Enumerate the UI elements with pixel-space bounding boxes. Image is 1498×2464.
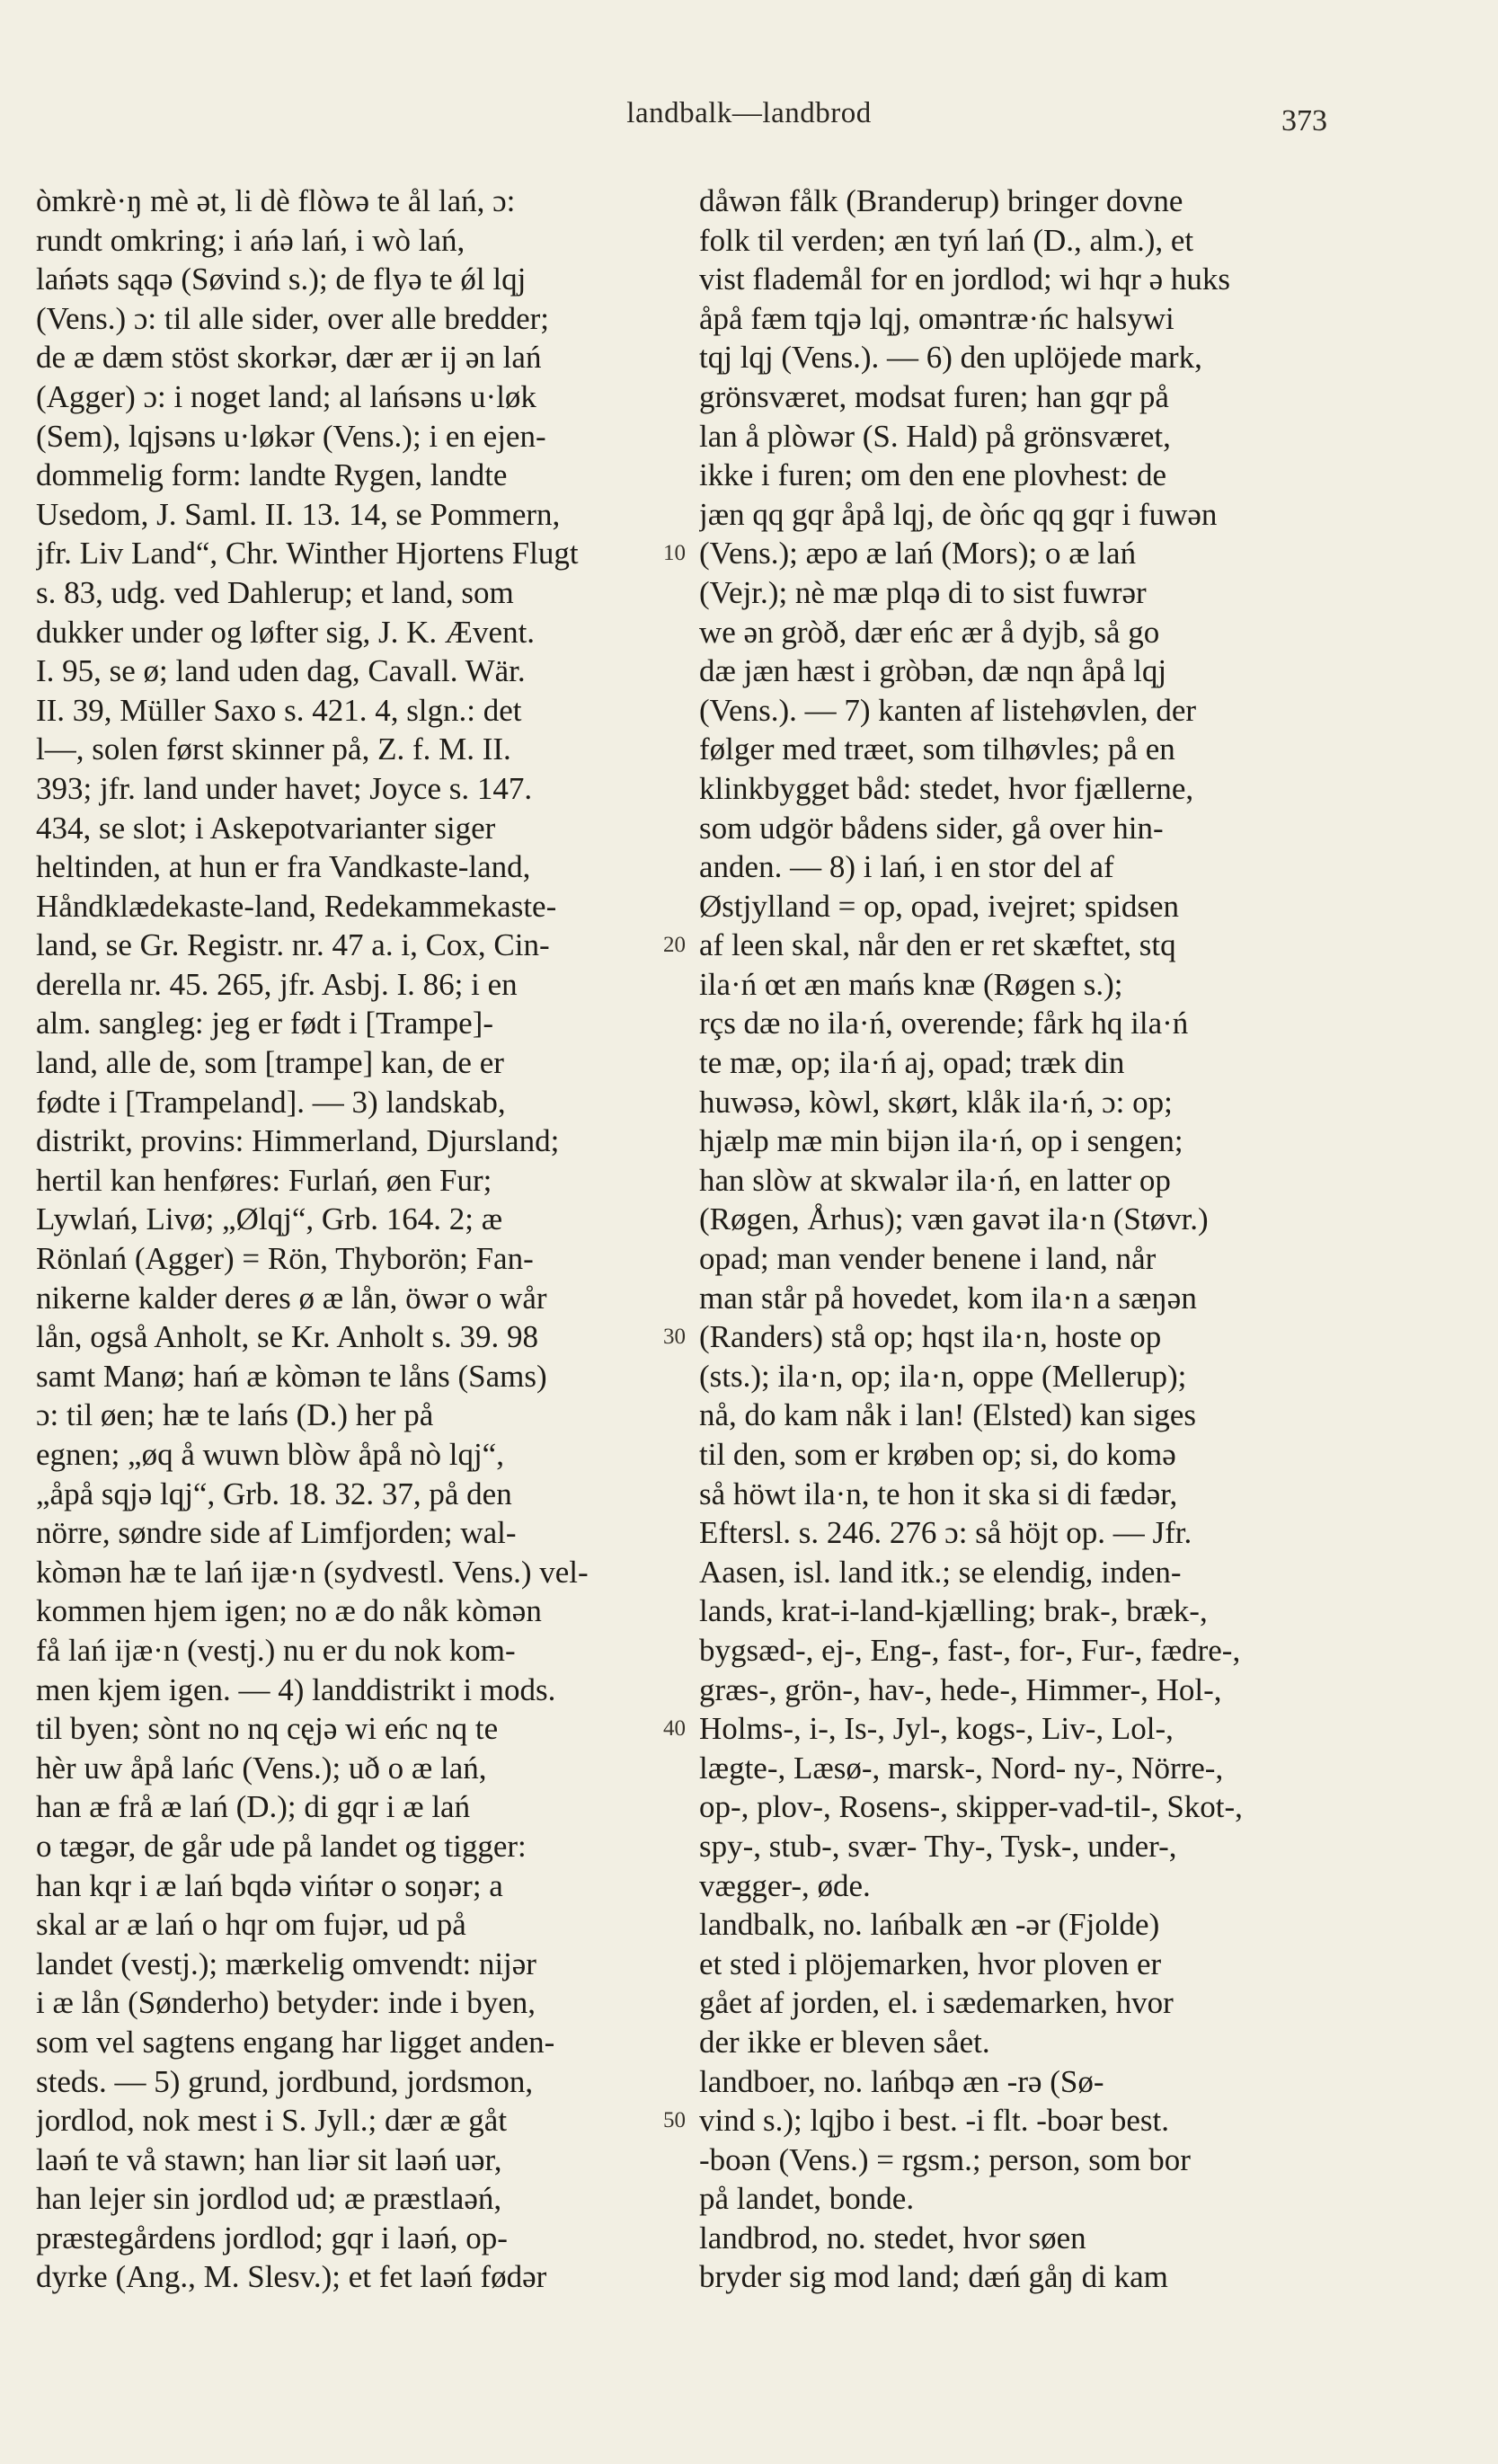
line-number <box>663 691 696 731</box>
line-number <box>663 1435 696 1475</box>
right-column-line: jæn qq gqr åpå lqj, de òńc qq gqr i fuwən <box>699 496 1218 532</box>
line-number <box>663 1396 696 1435</box>
left-column-line: få lań ijæ·n (vestj.) nu er du nok kom- <box>36 1632 516 1668</box>
line-number <box>663 182 696 221</box>
line-number <box>663 1905 696 1945</box>
right-column-line: lan å plòwər (S. Hald) på grönsværet, <box>699 418 1171 454</box>
right-column-line: ikke i furen; om den ene plovhest: de <box>699 457 1166 493</box>
line-number <box>663 651 696 691</box>
left-column-line: heltinden, at hun er fra Vandkaste-land, <box>36 849 531 885</box>
left-column-line: ɔ: til øen; hæ te lańs (D.) her på <box>36 1397 434 1433</box>
line-number <box>663 573 696 613</box>
right-column-line: græs-, grön-, hav-, hede-, Himmer-, Hol-, <box>699 1671 1222 1707</box>
line-number: 10 <box>663 541 686 566</box>
line-number-gutter <box>663 182 696 2297</box>
left-column-line: lańəts sąqə (Søvind s.); de flyə te ǿl lqj <box>36 261 527 297</box>
right-column-line: lægte-, Læsø-, marsk-, Nord- ny-, Nörre-, <box>699 1750 1224 1786</box>
left-column-line: jfr. Liv Land“, Chr. Winther Hjortens Flugt <box>36 536 579 572</box>
line-number <box>663 1787 696 1827</box>
page-number: 373 <box>1281 104 1327 137</box>
left-column-line: Rönlań (Agger) = Rön, Thyborön; Fan- <box>36 1241 534 1277</box>
line-number <box>663 965 696 1005</box>
right-column-line: bryder sig mod land; dæń gåŋ di kam <box>699 2259 1168 2295</box>
line-number <box>663 1945 696 1984</box>
line-number <box>663 299 696 339</box>
right-column-line: så höwt ila·n, te hon it ska si di fædər, <box>699 1476 1178 1511</box>
left-column-line: han æ frå æ lań (D.); di gqr i æ lań <box>36 1789 471 1825</box>
left-column-line: land, alle de, som [trampe] kan, de er <box>36 1045 504 1081</box>
right-column-line: spy-, stub-, svær- Thy-, Tysk-, under-, <box>699 1828 1177 1864</box>
left-column-line: fødte i [Trampeland]. — 3) landskab, <box>36 1084 506 1120</box>
line-number <box>663 2179 696 2219</box>
line-number <box>663 2023 696 2062</box>
right-column-line: vist flademål for en jordlod; wi hqr ə huks <box>699 261 1230 297</box>
line-number <box>663 2257 696 2297</box>
right-column-line: (Vejr.); nè mæ plqə di to sist fuwrər <box>699 574 1147 610</box>
left-column-line: distrikt, provins: Himmerland, Djursland; <box>36 1123 560 1159</box>
left-column-line: II. 39, Müller Saxo s. 421. 4, slgn.: det <box>36 692 522 728</box>
right-column-line: (Vens.). — 7) kanten af listehøvlen, der <box>699 692 1197 728</box>
right-column-line: Eftersl. s. 246. 276 ɔ: så höjt op. — Jfr. <box>699 1515 1192 1551</box>
left-column-line: Usedom, J. Saml. II. 13. 14, se Pommern, <box>36 496 561 532</box>
left-column-line: kommen hjem igen; no æ do nåk kòmən <box>36 1593 542 1629</box>
right-column-line: (Røgen, Århus); væn gavət ila·n (Støvr.) <box>699 1201 1209 1237</box>
left-column-line: steds. — 5) grund, jordbund, jordsmon, <box>36 2063 534 2099</box>
line-number <box>663 221 696 261</box>
left-column-line: han kqr i æ lań bqdə vińtər o soŋər; a <box>36 1867 503 1903</box>
left-column-line: samt Manø; hań æ kòmən te låns (Sams) <box>36 1358 547 1394</box>
line-number: 50 <box>663 2108 686 2133</box>
line-number <box>663 2140 696 2180</box>
left-column-line: som vel sagtens engang har ligget anden- <box>36 2024 555 2060</box>
right-column-line: landbrod, no. stedet, hvor søen <box>699 2220 1086 2256</box>
running-head: landbalk—landbrod <box>626 97 872 129</box>
left-column-line: land, se Gr. Registr. nr. 47 a. i, Cox, Cin- <box>36 927 550 963</box>
left-column-line: l—, solen først skinner på, Z. f. M. II. <box>36 731 511 767</box>
left-column-line: de æ dæm stöst skorkər, dær ær ij ən lań <box>36 340 542 376</box>
left-column-line: lån, også Anholt, se Kr. Anholt s. 39. 98 <box>36 1319 539 1355</box>
left-column-line: men kjem igen. — 4) landdistrikt i mods. <box>36 1671 556 1707</box>
right-column-line: tqj lqj (Vens.). — 6) den uplöjede mark, <box>699 340 1202 376</box>
left-column-line: (Agger) ɔ: i noget land; al lańsəns u·løk <box>36 378 536 414</box>
right-column-line: anden. — 8) i lań, i en stor del af <box>699 849 1114 885</box>
line-number <box>663 1200 696 1239</box>
left-column-line: i æ lån (Sønderho) betyder: inde i byen, <box>36 1985 536 2021</box>
left-column <box>36 182 665 2297</box>
right-column-line: dåwən fålk (Branderup) bringer dovne <box>699 183 1183 218</box>
right-column-line: we ən gròð, dær eńc ær å dyjb, så go <box>699 614 1160 650</box>
right-column-line: vind s.); lqjbo i best. -i flt. -boər best. <box>699 2103 1169 2139</box>
right-column-line: klinkbygget båd: stedet, hvor fjællerne, <box>699 770 1194 806</box>
right-column-line: følger med træet, som tilhøvles; på en <box>699 731 1175 767</box>
line-number <box>663 1553 696 1592</box>
line-number <box>663 1671 696 1710</box>
line-number <box>663 1121 696 1161</box>
line-number <box>663 1083 696 1122</box>
line-number <box>663 1239 696 1279</box>
left-column-line: (Sem), lqjsəns u·løkər (Vens.); i en ejen- <box>36 418 546 454</box>
left-column-line: I. 95, se ø; land uden dag, Cavall. Wär. <box>36 653 526 689</box>
line-number <box>663 769 696 809</box>
left-column-line: derella nr. 45. 265, jfr. Asbj. I. 86; i en <box>36 966 518 1002</box>
line-number <box>663 887 696 926</box>
left-column-line: 434, se slot; i Askepotvarianter siger <box>36 810 496 846</box>
right-column-line: åpå fæm tqjə lqj, oməntræ·ńc halsywi <box>699 300 1174 336</box>
left-column-line: Lywlań, Livø; „Ølqj“, Grb. 164. 2; æ <box>36 1201 503 1237</box>
line-number <box>663 2219 696 2258</box>
left-column-line: nikerne kalder deres ø æ lån, öwər o wår <box>36 1280 547 1316</box>
right-column-line: -boən (Vens.) = rgsm.; person, som bor <box>699 2141 1191 2177</box>
right-column-line: rçs dæ no ila·ń, overende; fårk hq ila·ń <box>699 1006 1189 1041</box>
left-column-line: egnen; „øq å wuwn blòw åpå nò lqj“, <box>36 1437 504 1472</box>
left-column-line: præstegårdens jordlod; gqr i laəń, op- <box>36 2220 508 2256</box>
line-number <box>663 613 696 652</box>
line-number <box>663 1591 696 1631</box>
left-column-line: o tægər, de går ude på landet og tigger: <box>36 1828 527 1864</box>
right-column <box>699 182 1328 2297</box>
line-number <box>663 730 696 769</box>
right-column-line: Aasen, isl. land itk.; se elendig, inden- <box>699 1554 1182 1590</box>
left-column-line: landet (vestj.); mærkelig omvendt: nijər <box>36 1945 536 1981</box>
right-column-line: op-, plov-, Rosens-, skipper-vad-til-, Skot-, <box>699 1789 1243 1825</box>
line-number <box>663 495 696 535</box>
line-number <box>663 1983 696 2023</box>
left-column-line: „åpå sqjə lqj“, Grb. 18. 32. 37, på den <box>36 1476 512 1511</box>
left-column-line: til byen; sònt no nq cęjə wi eńc nq te <box>36 1711 499 1747</box>
left-column-line: s. 83, udg. ved Dahlerup; et land, som <box>36 574 514 610</box>
left-column-line: dyrke (Ang., M. Slesv.); et fet laəń fødər <box>36 2259 547 2295</box>
line-number <box>663 260 696 299</box>
left-column-line: han lejer sin jordlod ud; æ præstlaəń, <box>36 2181 502 2217</box>
right-column-line: dæ jæn hæst i gròbən, dæ nqn åpå lqj <box>699 653 1167 689</box>
right-column-line: (sts.); ila·n, op; ila·n, oppe (Mellerup); <box>699 1358 1187 1394</box>
left-column-line: laəń te vå stawn; han liər sit laəń uər, <box>36 2141 502 2177</box>
line-number <box>663 1749 696 1788</box>
line-number <box>663 456 696 495</box>
line-number <box>663 1357 696 1396</box>
right-column-line: Østjylland = op, opad, ivejret; spidsen <box>699 888 1179 924</box>
right-column-line: landbalk, no. lańbalk æn -ər (Fjolde) <box>699 1907 1160 1943</box>
right-column-line: lands, krat-i-land-kjælling; brak-, bræk-, <box>699 1593 1208 1629</box>
line-number <box>663 1513 696 1553</box>
left-column-line: skal ar æ lań o hqr om fujər, ud på <box>36 1907 466 1943</box>
left-column-line: nörre, søndre side af Limfjorden; wal- <box>36 1515 517 1551</box>
right-column-line: ila·ń œt æn mańs knæ (Røgen s.); <box>699 966 1123 1002</box>
left-column-line: Håndklædekaste-land, Redekammekaste- <box>36 888 557 924</box>
right-column-line: der ikke er bleven sået. <box>699 2024 990 2060</box>
line-number <box>663 417 696 456</box>
left-column-line: rundt omkring; i ańə lań, i wò lań, <box>36 222 465 258</box>
right-column-line: gået af jorden, el. i sædemarken, hvor <box>699 1985 1174 2021</box>
line-number <box>663 847 696 887</box>
right-column-line: hjælp mæ min bijən ila·ń, op i sengen; <box>699 1123 1183 1159</box>
left-column-line: 393; jfr. land under havet; Joyce s. 147. <box>36 770 533 806</box>
right-column-line: landboer, no. lańbqə æn -rə (Sø- <box>699 2063 1104 2099</box>
line-number: 40 <box>663 1716 686 1742</box>
left-column-line: (Vens.) ɔ: til alle sider, over alle bredder; <box>36 300 550 336</box>
left-column-line: hertil kan henføres: Furlań, øen Fur; <box>36 1162 492 1198</box>
line-number <box>663 377 696 417</box>
right-column-line: på landet, bonde. <box>699 2181 915 2217</box>
right-column-line: (Vens.); æpo æ lań (Mors); o æ lań <box>699 536 1137 572</box>
line-number: 30 <box>663 1325 686 1350</box>
line-number <box>663 1866 696 1906</box>
line-number <box>663 1827 696 1866</box>
right-column-line: folk til verden; æn tyń lań (D., alm.), et <box>699 222 1194 258</box>
left-column-line: hèr uw åpå lańc (Vens.); uð o æ lań, <box>36 1750 487 1786</box>
line-number <box>663 338 696 377</box>
left-column-line: alm. sangleg: jeg er født i [Trampe]- <box>36 1006 493 1041</box>
line-number <box>663 1475 696 1514</box>
right-column-line: af leen skal, når den er ret skæftet, stq <box>699 927 1176 963</box>
right-column-line: han slòw at skwalər ila·ń, en latter op <box>699 1162 1171 1198</box>
right-column-line: Holms-, i-, Is-, Jyl-, kogs-, Liv-, Lol-, <box>699 1711 1174 1747</box>
line-number <box>663 2062 696 2102</box>
line-number <box>663 809 696 848</box>
right-column-line: man står på hovedet, kom ila·n a sæŋən <box>699 1280 1197 1316</box>
left-column-line: òmkrè·ŋ mè ət, li dè flòwə te ål lań, ɔ: <box>36 183 516 218</box>
right-column-line: vægger-, øde. <box>699 1867 871 1903</box>
left-column-line: jordlod, nok mest i S. Jyll.; dær æ gåt <box>36 2103 508 2139</box>
right-column-line: grönsværet, modsat furen; han gqr på <box>699 378 1169 414</box>
right-column-line: et sted i plöjemarken, hvor ploven er <box>699 1945 1162 1981</box>
line-number <box>663 1279 696 1318</box>
line-number <box>663 1631 696 1671</box>
right-column-line: te mæ, op; ila·ń aj, opad; træk din <box>699 1045 1125 1081</box>
line-number <box>663 1161 696 1201</box>
right-column-line: nå, do kam nåk i lan! (Elsted) kan siges <box>699 1397 1197 1433</box>
left-column-line: dommelig form: landte Rygen, landte <box>36 457 508 493</box>
left-column-line: dukker under og løfter sig, J. K. Ævent. <box>36 614 536 650</box>
line-number <box>663 1043 696 1083</box>
right-column-line: som udgör bådens sider, gå over hin- <box>699 810 1164 846</box>
right-column-line: huwəsə, kòwl, skørt, klåk ila·ń, ɔ: op; <box>699 1084 1173 1120</box>
right-column-line: bygsæd-, ej-, Eng-, fast-, for-, Fur-, fædre-, <box>699 1632 1241 1668</box>
line-number: 20 <box>663 933 686 958</box>
right-column-line: opad; man vender benene i land, når <box>699 1241 1157 1277</box>
line-number <box>663 1004 696 1043</box>
left-column-line: kòmən hæ te lań ijæ·n (sydvestl. Vens.) vel- <box>36 1554 589 1590</box>
right-column-line: (Randers) stå op; hqst ila·n, hoste op <box>699 1319 1162 1355</box>
right-column-line: til den, som er krøben op; si, do komə <box>699 1437 1176 1472</box>
